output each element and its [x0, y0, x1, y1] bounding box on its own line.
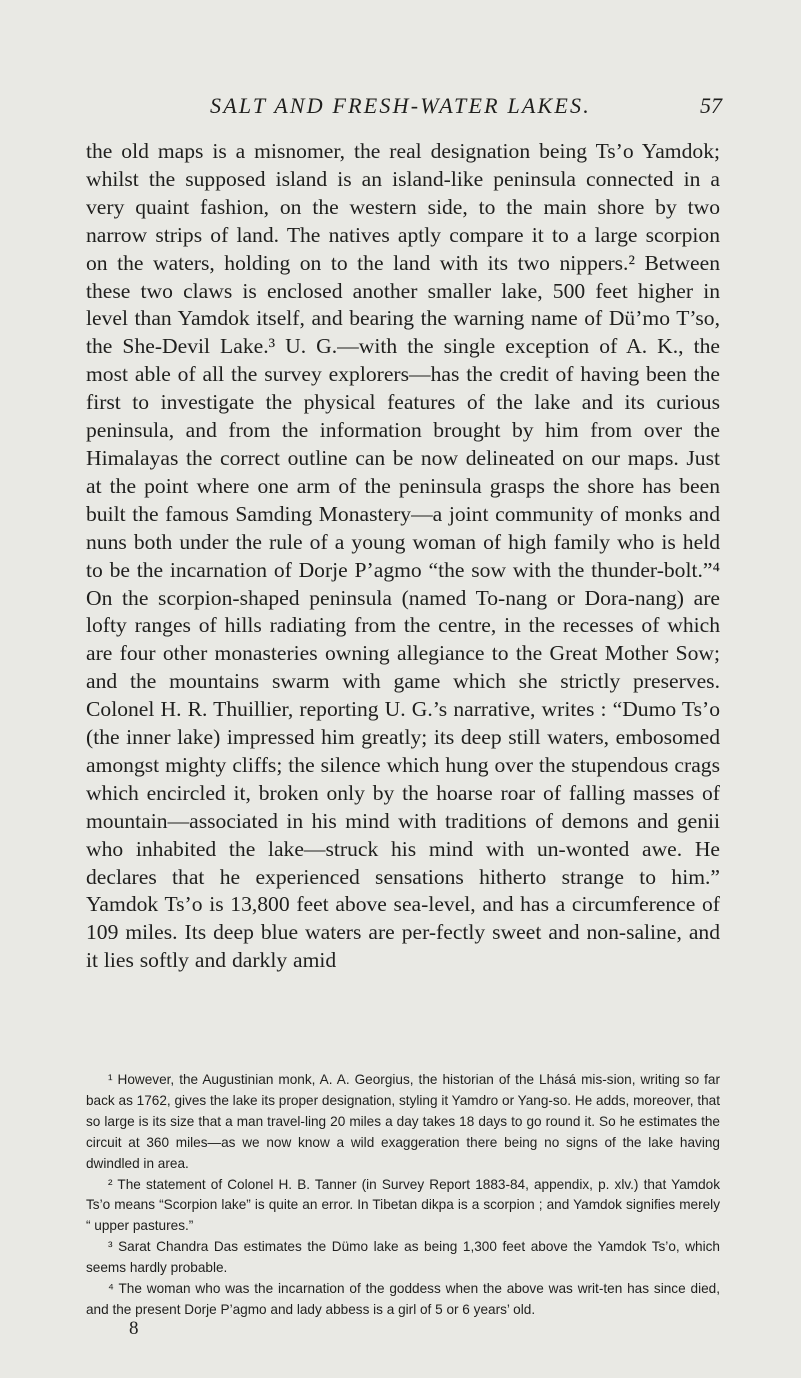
footnote-2: ² The statement of Colonel H. B. Tanner (in Survey Report 1883-84, appendix, p. xlv.) that Yamdok Ts’o means “Scorpion lake” is quite an error. In Tibetan dikpa is a scorpion ; and Yamdok signifies merely “ upper pastures.”: [86, 1176, 720, 1234]
running-title: SALT AND FRESH-WATER LAKES.: [210, 93, 591, 118]
page-number: 57: [700, 93, 722, 118]
running-header: [0, 86, 801, 126]
footnotes: [86, 1070, 720, 1321]
footnote-3: ³ Sarat Chandra Das estimates the Dümo lake as being 1,300 feet above the Yamdok Ts’o, which seems hardly probable.: [86, 1239, 720, 1276]
signature-mark: 8: [129, 1318, 139, 1339]
footnote-1: ¹ However, the Augustinian monk, A. A. Georgius, the historian of the Lhásá mis-sion, writing so far back as 1762, gives the lake its proper designation, styling it Yamdro or Yang-so. He adds, moreover, that so large is its size that a man travel-ling 20 miles a day takes 18 days to go round it. So he estimates the circuit at 360 miles—as we now know a wild exaggeration there being no signs of the lake having dwindled in area.: [86, 1072, 720, 1171]
footnote-4: ⁴ The woman who was the incarnation of the goddess when the above was writ-ten has since died, and the present Dorje P’agmo and lady abbess is a girl of 5 or 6 years’ old.: [86, 1281, 720, 1317]
body-paragraph: the old maps is a misnomer, the real designation being Ts’o Yamdok; whilst the supposed island is an island-like peninsula connected in a very quaint fashion, on the western side, to the main shore by two narrow strips of land. The natives aptly compare it to a large scorpion on the waters, holding on to the land with its two nippers.² Between these two claws is enclosed another smaller lake, 500 feet higher in level than Yamdok itself, and bearing the warning name of Dü’mo T’so, the She-Devil Lake.³ U. G.—with the single exception of A. K., the most able of all the survey explorers—has the credit of having been the first to investigate the physical features of the lake and its curious peninsula, and from the information brought by him from over the Himalayas the correct outline can be now delineated on our maps. Just at the point where one arm of the peninsula grasps the shore has been built the famous Samding Monastery—a joint community of monks and nuns both under the rule of a young woman of high family who is held to be the incarnation of Dorje P’agmo “the sow with the thunder-bolt.”⁴ On the scorpion-shaped peninsula (named To-nang or Dora-nang) are lofty ranges of hills radiating from the centre, in the recesses of which are four other monasteries owning allegiance to the Great Mother Sow; and the mountains swarm with game which she strictly preserves. Colonel H. R. Thuillier, reporting U. G.’s narrative, writes : “Dumo Ts’o (the inner lake) impressed him greatly; its deep still waters, embosomed amongst mighty cliffs; the silence which hung over the stupendous crags which encircled it, broken only by the hoarse roar of falling masses of mountain—associated in his mind with traditions of demons and genii who inhabited the lake—struck his mind with un-wonted awe. He declares that he experienced sensations hitherto strange to him.” Yamdok Ts’o is 13,800 feet above sea-level, and has a circumference of 109 miles. Its deep blue waters are per-fectly sweet and non-saline, and it lies softly and darkly amid: [86, 139, 720, 973]
